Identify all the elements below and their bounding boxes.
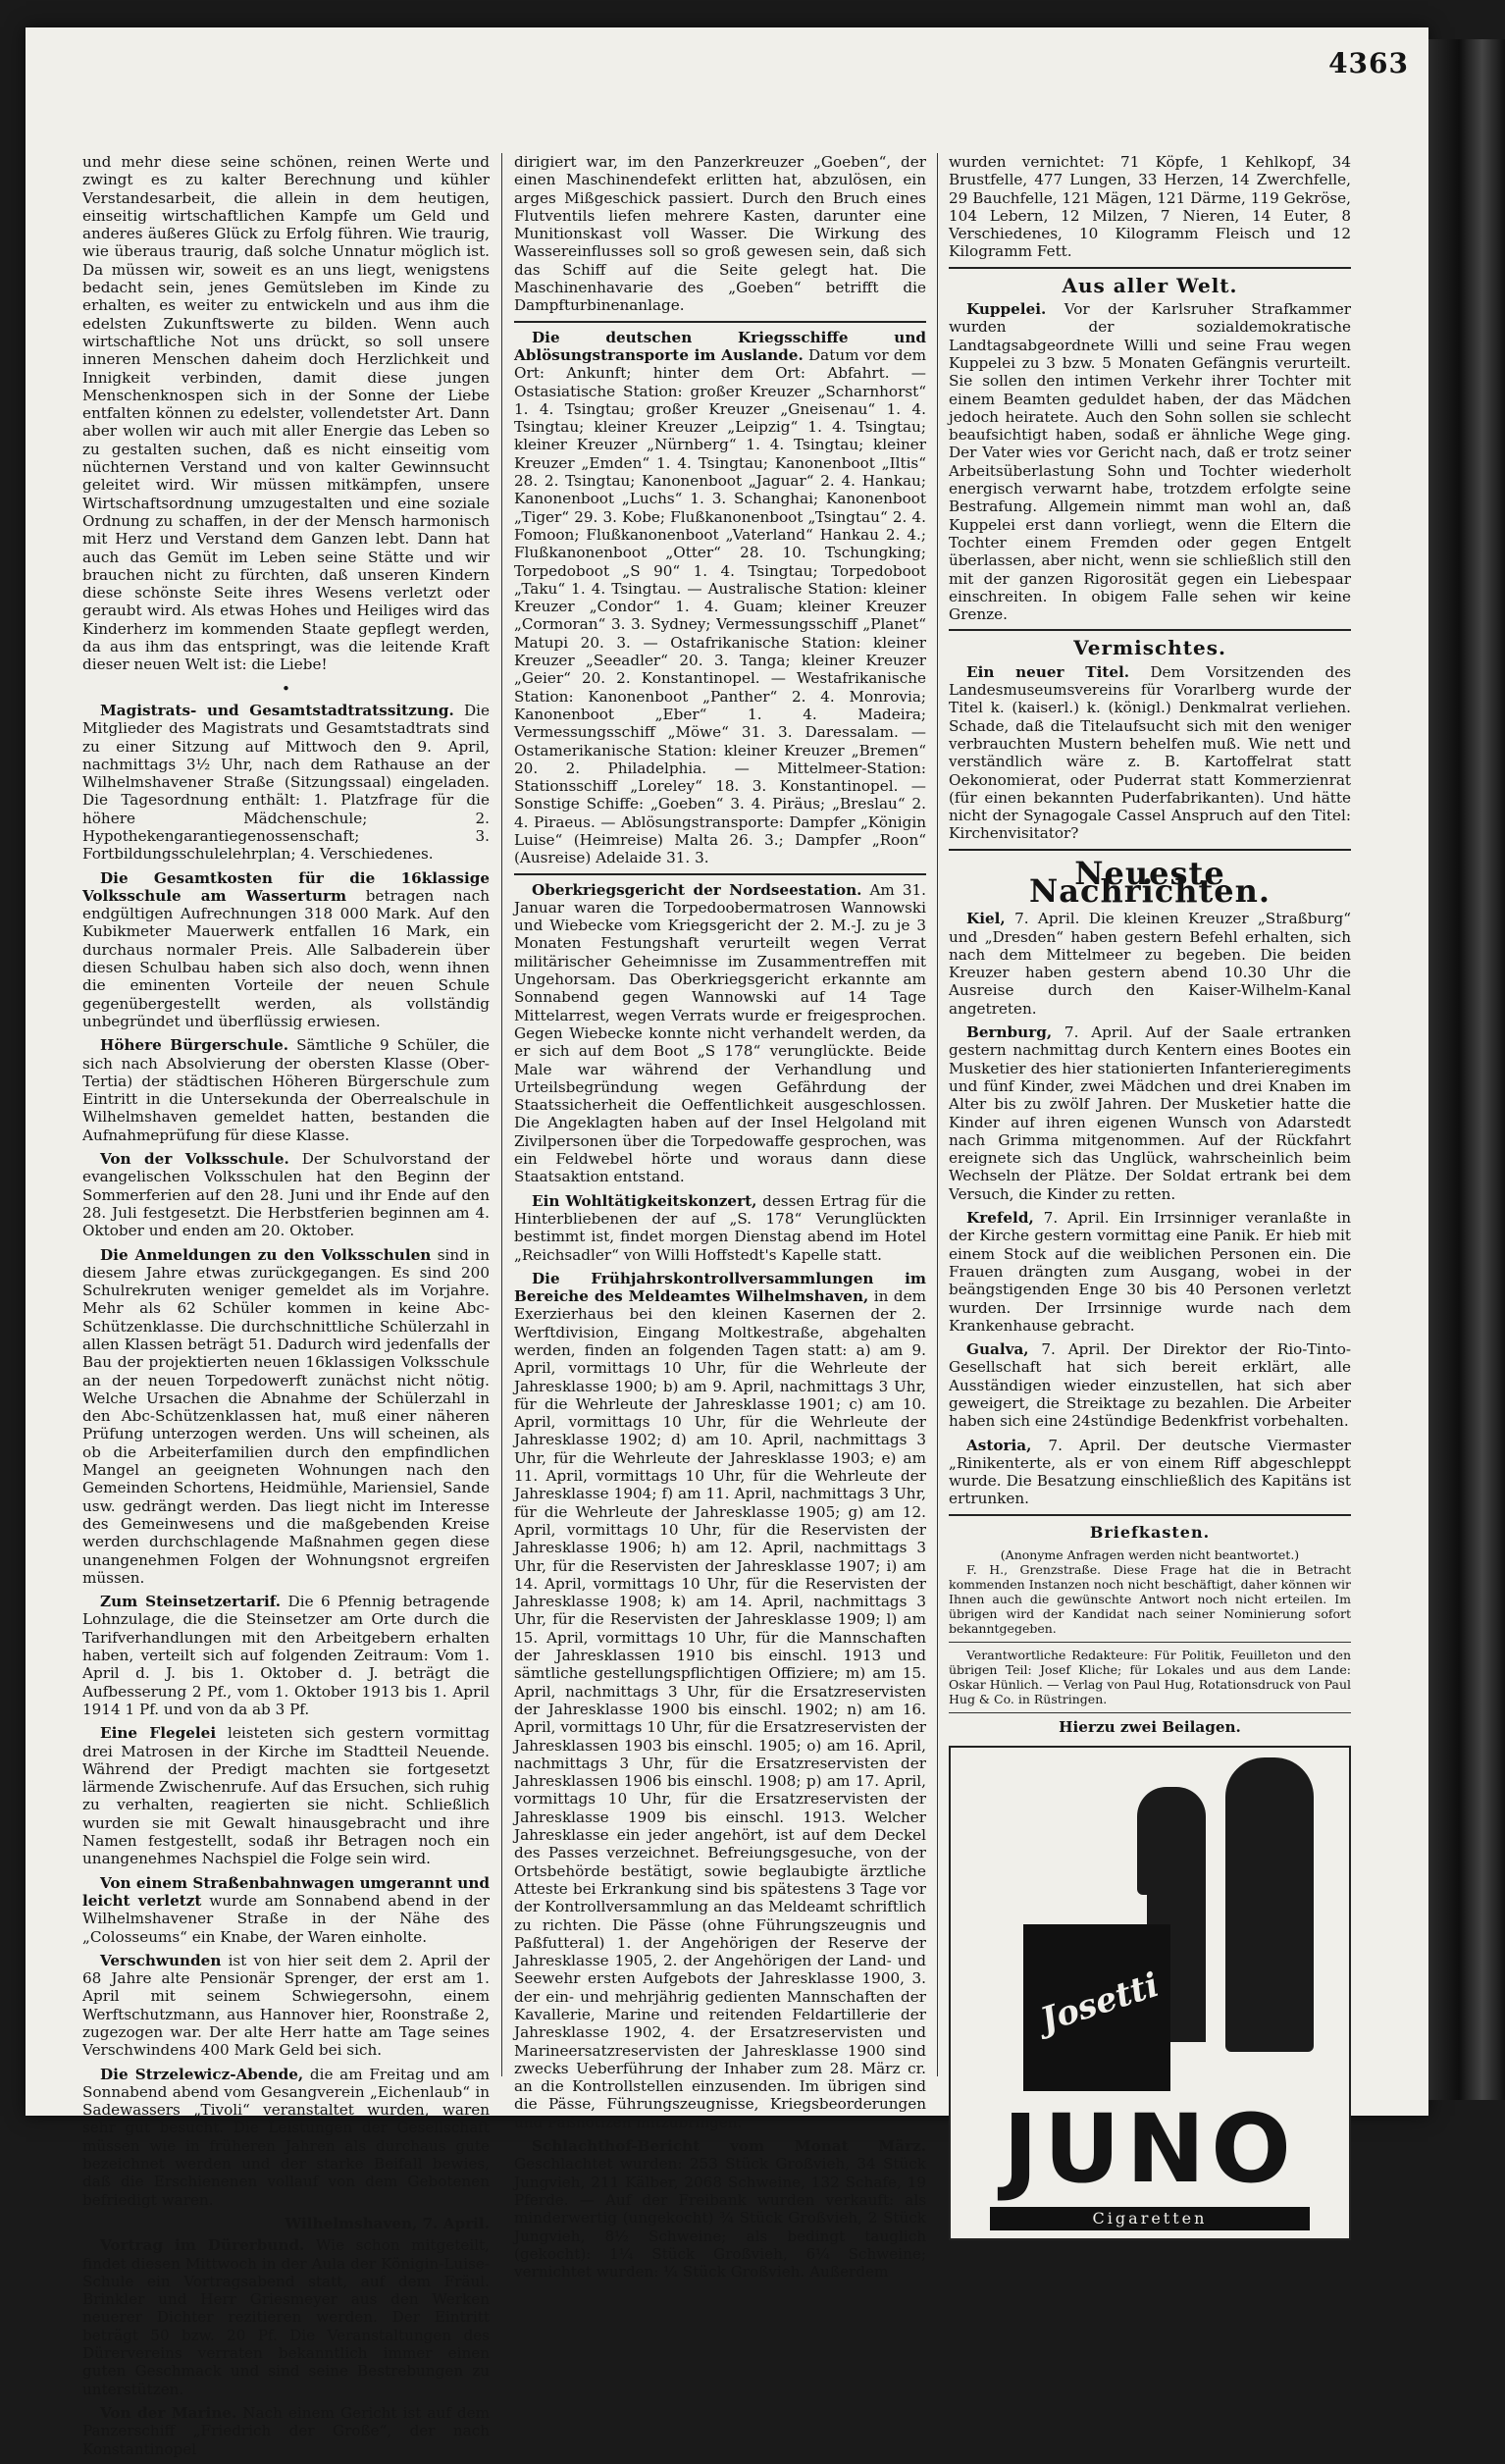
column-2: [514, 153, 926, 2286]
news-place: Krefeld,: [966, 1209, 1034, 1228]
ad-subtitle: Cigaretten: [990, 2207, 1310, 2230]
juno-advertisement: [949, 1746, 1351, 2240]
figure-illustration: [1137, 1787, 1206, 1895]
article: [82, 2404, 490, 2458]
article-title: Von der Volksschule.: [100, 1150, 289, 1169]
divider: [949, 1514, 1351, 1516]
divider: [949, 267, 1351, 269]
divider: [949, 849, 1351, 851]
divider: [949, 1712, 1351, 1713]
article-text: Am 31. Januar waren die Torpedoobermatrosen Wannowski und Wiebecke vom Kriegsgericht der 2. M.-J. zu je 3 Monaten Festungshaft verurteilt wegen Verrat militärischer Geheimnisse im Zusammentreffen mit Ungehorsam. Das Oberkriegsgericht erkannte am Sonnabend gegen Wannowski auf 14 Tage Mittelarrest, wegen Verrats wurde er freigesprochen. Gegen Wiebecke konnte nicht verhandelt werden, da er sich auf dem Boot „S 178“ verunglückte. Beide Male war während der Verhandlung und Urteilsbegründung wegen Gefährdung der Staatssicherheit die Oeffentlichkeit ausgeschlossen. Die Angeklagten haben auf der Insel Helgoland mit Zivilpersonen über die Torpedowaffe gesprochen, was ein Feldwebel hörte und woraus dann diese Staatsaktion entstand.: [514, 880, 926, 1186]
brief-note: (Anonyme Anfragen werden nicht beantwortet.): [1000, 1547, 1300, 1563]
article-text: Dem Vorsitzenden des Landesmuseumsvereins für Vorarlberg wurde der Titel k. (kaiserl.) k. (königl.) Denkmalrat verliehen. Schade, daß die Titelaufsucht sich mit den weniger verbrauchten Mustern behelfen muß. Wie nett und verständlich wäre z. B. Kartoffelrat statt Oekonomierat, oder Puderrat statt Kommerzienrat (für einen bekannten Puderfabrikanten). Und hätte nicht der Synagogale Cassel Anspruch auf den Titel: Kirchenvisitator?: [949, 662, 1351, 843]
divider: [514, 873, 926, 875]
news-place: Astoria,: [966, 1436, 1032, 1454]
article: [82, 2236, 490, 2398]
news-item: [949, 1023, 1351, 1203]
article-title: Die Gesamtkosten für die 16klassige Volksschule am Wasserturm: [82, 868, 490, 905]
news-place: Gualva,: [966, 1340, 1029, 1359]
article: [82, 1150, 490, 1239]
article-text: Geschlachtet wurden: 253 Stück Großvieh, 34 Stück Jungvieh, 211 Kälber, 2068 Schweine, 132 Schafe, 19 Pferde. — Auf der Freibank wurden verkauft: als minderwertig (ungekocht) ¾ Stück Großvieh, 2 Stück Jungvieh, 8½ Schweine; als bedingt tauglich (gekocht): 1¼ Stück Großvieh, 6¼ Schweine; vernichtet wurden: ¼ Stück Großvieh. Außerdem: [514, 2155, 926, 2281]
article-title: Eine Flegelei: [100, 1724, 217, 1743]
article: [82, 1246, 490, 1588]
article-title: Ein neuer Titel.: [966, 662, 1130, 681]
col2-intro: dirigiert war, im den Panzerkreuzer „Goeben“, der einen Maschinendefekt erlitten hat, abzulösen, ein arges Mißgeschick passiert. Durch den Bruch eines Flutventils liefen mehrere Kasten, darunter eine Munitionskast voll Wasser. Die Wirkung des Wassereinflusses soll so groß gewesen sein, daß sich das Schiff auf die Seite gelegt hat. Die Maschinenhavarie des „Goeben“ betrifft die Dampfturbinenanlage.: [514, 153, 926, 315]
article: [514, 881, 926, 1186]
article-title: Magistrats- und Gesamtstadtratssitzung.: [100, 701, 454, 719]
article-title: Verschwunden: [100, 1951, 222, 1969]
section-heading: Vermischtes.: [1073, 636, 1226, 660]
news-text: Die kleinen Kreuzer „Straßburg“ und „Dresden“ haben gestern Befehl erhalten, sich nach dem Mittelmeer zu begeben. Die beiden Kreuzer haben gestern abend 10.30 Uhr die Ausreise durch den Kaiser-Wilhelm-Kanal angetreten.: [949, 910, 1352, 1018]
article-title: Höhere Bürgerschule.: [100, 1036, 289, 1055]
article-title: Vortrag im Dürerbund.: [100, 2236, 305, 2255]
article: [949, 300, 1351, 623]
section-heading: Aus aller Welt.: [1062, 273, 1238, 297]
article: [949, 663, 1351, 843]
column-rule: [937, 153, 938, 2076]
news-date: 7. April.: [1064, 1023, 1133, 1042]
news-date: 7. April.: [1014, 910, 1080, 928]
newspaper-page: [26, 27, 1428, 2458]
col1-intro: und mehr diese seine schönen, reinen Werte und zwingt es zu kalter Berechnung und kühler Verstandesarbeit, die allein in dem heutigen, einseitig wirtschaftlichen Kampfe um Geld und anderes äußeres Glück zu Erfolg führen. Wie traurig, wie überaus traurig, daß solche Unnatur möglich ist. Da müssen wir, soweit es an uns liegt, wenigstens bedacht sein, jenes Gemütsleben im Kinde zu erhalten, es weiter zu entwickeln und aus ihm die edelsten Zukunftswerte zu bilden. Wenn auch wirtschaftliche Not uns drückt, so soll unsere inneren Menschen daheim doch Herzlichkeit und Innigkeit verbinden, damit diese jungen Menschenknospen sich in der Sonne der Liebe entfalten können zu edelster, vollendetster Art. Dann aber wollen wir auch mit aller Energie das Leben so zu gestalten suchen, daß es nicht einseitig vom nüchternen Verstand und von kalter Gewinnsucht geleitet wird. Wir müssen mitkämpfen, unsere Wirtschaftsordnung umzugestalten und eine soziale Ordnung zu schaffen, in der der Mensch harmonisch mit Herz und Verstand dem Ganzen lebt. Dann hat auch das Gemüt im Leben seine Stätte und wir brauchen nicht zu fürchten, daß unseren Kindern diese schönste Seite ihres Wesens verletzt oder geraubt wird. Als etwas Hohes und Heiliges wird das Kinderherz im kommenden Staate gepflegt werden, da aus ihm das entspringt, was die leitende Kraft dieser neuen Welt ist: die Liebe!: [82, 153, 490, 674]
divider: [949, 1642, 1351, 1643]
beilagen-note: Hierzu zwei Beilagen.: [1059, 1718, 1241, 1737]
news-text: Ein Irrsinniger veranlaßte in der Kirche gestern vormittag eine Panik. Er hieb mit einem Stock auf die weiblichen Personen ein. Die Frauen drängten zum Ausgang, wobei in der beängstigenden Enge 30 bis 40 Personen verletzt wurden. Der Irrsinnige wurde nach dem Krankenhause gebracht.: [949, 1209, 1351, 1335]
article: [82, 1952, 490, 2060]
imprint: Verantwortliche Redakteure: Für Politik, Feuilleton und den übrigen Teil: Josef Kliche; für Lokales und aus dem Lande: Oskar Hünlich. — Verlag von Paul Hug, Rotationsdruck von Paul Hug & Co. in Rüstringen.: [949, 1648, 1351, 1707]
column-1: [82, 153, 490, 2464]
divider: [949, 629, 1351, 631]
news-text: Auf der Saale ertranken gestern nachmittag durch Kentern eines Bootes ein Musketier des hier stationierten Infanterieregiments und fünf Kinder, zwei Mädchen und drei Knaben im Alter bis zu zwölf Jahren. Der Musketier hatte die Kinder auf ihren eigenen Wunsch von Adarstedt nach Grimma mitgenommen. Auf der Rückfahrt ereignete sich das Unglück, wahrscheinlich beim Wechseln der Plätze. Der Soldat ertrank bei dem Versuch, die Kinder zu retten.: [949, 1023, 1352, 1203]
article-text: sind in diesem Jahre etwas zurückgegangen. Es sind 200 Schulrekruten weniger gemeldet als im Vorjahre. Mehr als 62 Schüler kommen in keine Abc-Schützenklasse. Die durchschnittliche Schülerzahl in allen Klassen beträgt 51. Dadurch wird jedenfalls der Bau der projektierten neuen 16klassigen Volksschule an der neuen Torpedowerft zunächst nicht nötig. Welche Ursachen die Abnahme der Schülerzahl in den Abc-Schützenklassen hat, muß einer näheren Prüfung unterzogen werden. Uns will scheinen, als ob die Arbeiterfamilien durch den empfindlichen Mangel an geeigneten Wohnungen nach den Gemeinden Schortens, Heidmühle, Mariensiel, Sande usw. gedrängt werden. Das liegt nicht im Interesse des Gemeinwesens und die maßgebenden Kreise werden durchschlagende Maßnahmen gegen diese unangenehmen Folgen der Wohnungsnot ergreifen müssen.: [82, 1245, 490, 1587]
article-title: Die Strzelewicz-Abende,: [100, 2065, 304, 2083]
page-number: 4363: [1328, 47, 1409, 79]
news-item: [949, 1209, 1351, 1335]
article-text: Datum vor dem Ort: Ankunft; hinter dem Ort: Abfahrt. — Ostasiatische Station: großer Kreuzer „Scharnhorst“ 1. 4. Tsingtau; großer Kreuzer „Gneisenau“ 1. 4. Tsingtau; kleiner Kreuzer „Leipzig“ 1. 4. Tsingtau; kleiner Kreuzer „Nürnberg“ 1. 4. Tsingtau; kleiner Kreuzer „Emden“ 1. 4. Tsingtau; Kanonenboot „Iltis“ 28. 2. Tsingtau; Kanonenboot „Jaguar“ 2. 4. Hankau; Kanonenboot „Luchs“ 1. 3. Schanghai; Kanonenboot „Tiger“ 29. 3. Kobe; Flußkanonenboot „Tsingtau“ 2. 4. Fomoon; Flußkanonenboot „Vaterland“ Hankau 2. 4.; Flußkanonenboot „Otter“ 28. 10. Tschungking; Torpedoboot „S 90“ 1. 4. Tsingtau; Torpedoboot „Taku“ 1. 4. Tsingtau. — Australische Station: kleiner Kreuzer „Condor“ 1. 4. Guam; kleiner Kreuzer „Cormoran“ 3. 3. Sydney; Vermessungsschiff „Planet“ Matupi 20. 3. — Ostafrikanische Station: kleiner Kreuzer „Seeadler“ 20. 3. Tanga; kleiner Kreuzer „Geier“ 20. 2. Konstantinopel. — Westafrikanische Station: Kanonenboot „Panther“ 2. 4. Monrovia; Kanonenboot „Eber“ 1. 4. Madeira; Vermessungsschiff „Möwe“ 31. 3. Daressalam. — Ostamerikanische Station: kleiner Kreuzer „Bremen“ 20. 2. Philadelphia. — Mittelmeer-Station: Stationsschiff „Loreley“ 18. 3. Konstantinopel. — Sonstige Schiffe: „Goeben“ 3. 4. Piräus; „Breslau“ 2. 4. Piraeus. — Ablösungstransporte: Dampfer „Königin Luise“ (Heimreise) Malta 26. 3.; Dampfer „Roon“ (Ausreise) Adelaide 31. 3.: [514, 345, 927, 867]
article-title: Die deutschen Kriegsschiffe und Ablösungstransporte im Auslande.: [514, 328, 926, 364]
news-item: [949, 1340, 1351, 1430]
column-3: [949, 153, 1351, 2240]
news-text: Der Direktor der Rio-Tinto-Gesellschaft hat sich bereit erklärt, alle Ausständigen wieder einzustellen, hat sich aber geweigert, die Streiktage zu bezahlen. Die Arbeiter haben sich eine 24stündige Bedenkfrist vorbehalten.: [949, 1340, 1351, 1431]
news-date: 7. April.: [1048, 1436, 1121, 1454]
news-place: Kiel,: [966, 910, 1006, 928]
news-date: 7. April.: [1041, 1340, 1111, 1359]
article-text: wurde am Sonnabend abend in der Wilhelmshavener Straße in der Nähe des „Colosseums“ ein Knabe, der Waren einholte.: [82, 1891, 491, 1946]
article-title: Von einem Straßenbahnwagen umgerannt und leicht verletzt: [82, 1873, 490, 1910]
section-heading: Briefkasten.: [1089, 1522, 1211, 1542]
article-text: in dem Exerzierhaus bei den kleinen Kasernen der 2. Werftdivision, Eingang Moltkestraße, abgehalten werden, finden an folgenden Tagen statt: a) am 9. April, vormittags 10 Uhr, für die Wehrleute der Jahresklasse 1900; b) am 9. April, nachmittags 3 Uhr, für die Wehrleute der Jahresklasse 1901; c) am 10. April, vormittags 10 Uhr, für die Wehrleute der Jahresklasse 1902; d) am 10. April, nachmittags 3 Uhr, für die Wehrleute der Jahresklasse 1903; e) am 11. April, vormittags 10 Uhr, für die Wehrleute der Jahresklasse 1904; f) am 11. April, nachmittags 3 Uhr, für die Wehrleute der Jahresklasse 1905; g) am 12. April, vormittags 10 Uhr, für die Reservisten der Jahresklasse 1906; h) am 12. April, nachmittags 3 Uhr, für die Reservisten der Jahresklasse 1907; i) am 14. April, vormittags 10 Uhr, für die Reservisten der Jahresklasse 1908; k) am 14. April, nachmittags 3 Uhr, für die Reservisten der Jahresklasse 1909; l) am 15. April, vormittags 10 Uhr, für die Mannschaften der Jahresklassen 1910 bis einschl. 1913 und sämtliche gestellungspflichtigen Offiziere; m) am 15. April, nachmittags 3 Uhr, für die Ersatzreservisten der Jahresklasse 1900 bis einschl. 1902; n) am 16. April, vormittags 10 Uhr, für die Ersatzreservisten der Jahresklassen 1903 bis einschl. 1905; o) am 16. April, nachmittags 3 Uhr, für die Ersatzreservisten der Jahresklassen 1906 bis einschl. 1908; p) am 17. April, vormittags 10 Uhr, für die Ersatzreservisten der Jahresklasse 1909 bis einschl. 1913. Welcher Jahresklasse ein jeder angehört, ist auf dem Deckel des Passes verzeichnet. Befreiungsgesuche, von der Ortsbehörde bestätigt, sowie beglaubigte ärztliche Atteste bei Erkrankung sind bis spätestens 3 Tage vor der Kontrollversammlung an das Meldeamt schriftlich zu richten. Die Pässe (ohne Führungszeugnis und Paßfutteral) 1. der Angehörigen der Reserve der Jahresklasse 1905, 2. der Angehörigen der Land- und Seewehr ersten Aufgebots der Jahresklasse 1900, 3. der ein- und mehrjährig gedienten Mannschaften der Kavallerie, Marine und reitenden Feldartillerie der Jahresklasse 1902, 4. der Ersatzreservisten und Marineersatzreservisten der Jahresklasse 1900 sind zwecks Ueberführung der Inhaber zum 28. März cr. an die Kontrollstellen einzusenden. Im übrigen sind die Pässe, Führungszeugnisse, Kriegsbeorderungen und Paßnotizen mitzubringen.: [514, 1287, 927, 2131]
article-text: Vor der Karlsruher Strafkammer wurden der sozialdemokratische Landtagsabgeordnete Willi und seine Frau wegen Kuppelei zu 3 bzw. 5 Monaten Gefängnis verurteilt. Sie sollen den intimen Verkehr ihrer Tochter mit einem Beamten geduldet haben, der das Mädchen jedoch heiratete. Auch den Sohn sollen sie schlecht beaufsichtigt haben, sodaß er ähnliche Wege ging. Der Vater wies vor Gericht nach, daß er trotz seiner Arbeitsüberlastung Sohn und Tochter wiederholt energisch verwarnt habe, trotzdem erfolgte seine Bestrafung. Allgemein nimmt man wohl an, daß Kuppelei erst dann vorliegt, wenn die Eltern die Tochter einem Fremden oder gegen Entgelt überlassen, aber nicht, wenn sie schließlich still den mit der ganzen Rigorosität gegen ein Liebespaar einschreiten. In obigem Falle sehen wir keine Grenze.: [949, 300, 1351, 624]
article: [82, 869, 490, 1031]
news-item: [949, 1437, 1351, 1508]
article-text: Sämtliche 9 Schüler, die sich nach Absolvierung der obersten Klasse (Ober-Tertia) der städtischen Höheren Bürgerschule zum Eintritt in die Untersekunda der Oberrealschule in Wilhelmshaven gemeldet hatten, bestanden die Aufnahmeprüfung für diese Klasse.: [82, 1036, 490, 1144]
article-title: Oberkriegsgericht der Nordseestation.: [532, 880, 862, 899]
article: [514, 2137, 926, 2281]
article-title: Zum Steinsetzertarif.: [100, 1593, 282, 1611]
article-text: Der Schulvorstand der evangelischen Volksschulen hat den Beginn der Sommerferien auf den 28. Juni und ihr Ende auf den 28. Juli festgesetzt. Die Herbstferien beginnen am 4. Oktober und enden am 20. Oktober.: [82, 1150, 490, 1240]
article-text: dessen Ertrag für die Hinterbliebenen der auf „S. 178“ Verunglückten bestimmt ist, findet morgen Dienstag abend im Hotel „Reichsadler“ von Willi Hoffstedt's Kapelle statt.: [514, 1191, 926, 1264]
article-text: Die 6 Pfennig betragende Lohnzulage, die die Steinsetzer am Orte durch die Tarifverhandlungen mit den Arbeitgebern erhalten haben, verteilt sich auf folgenden Zeitraum: Vom 1. April d. J. bis 1. Oktober d. J. beträgt die Aufbesserung 2 Pf., vom 1. Oktober 1913 bis 1. April 1914 1 Pf. und von da ab 3 Pf.: [82, 1593, 491, 1718]
section-heading-large: Neueste Nachrichten.: [1028, 854, 1271, 910]
ad-script-text: Josetti: [1035, 1966, 1165, 2041]
column-rule: [501, 153, 502, 2076]
article-title: Die Anmeldungen zu den Volksschulen: [100, 1245, 432, 1264]
dateline: Wilhelmshaven, 7. April.: [285, 2214, 490, 2232]
article: [82, 1874, 490, 1946]
article-title: Schlachthof-Bericht vom Monat März.: [532, 2137, 926, 2156]
article-title: Kuppelei.: [966, 300, 1047, 319]
article-text: leisteten sich gestern vormittag drei Matrosen in der Kirche im Stadtteil Neuende. Während der Predigt machten sie fortgesetzt lärmende Zwischenrufe. Auf das Ersuchen, sich ruhig zu verhalten, reagierten sie nicht. Schließlich wurden sie mit Gewalt hinausgebracht und ihre Namen festgestellt, sodaß ihr Betragen noch ein unangenehmes Nachspiel die Folge sein wird.: [82, 1724, 491, 1868]
article-title: Von der Marine.: [100, 2403, 237, 2422]
article: [82, 1724, 490, 1867]
article-title: Die Frühjahrskontrollversammlungen im Bereiche des Meldeamtes Wilhelmshaven,: [514, 1269, 926, 1306]
col3-intro: wurden vernichtet: 71 Köpfe, 1 Kehlkopf, 34 Brustfelle, 477 Lungen, 33 Herzen, 14 Zwerchfelle, 29 Bauchfelle, 121 Mägen, 121 Därme, 119 Gekröse, 104 Lebern, 12 Milzen, 7 Nieren, 14 Euter, 8 Verschiedenes, 10 Kilogramm Fleisch und 12 Kilogramm Fett.: [949, 153, 1351, 261]
article-text: Nach einem Gericht ist auf dem Panzerschiff „Friedrich der Große“, der nach Konstantinopel: [82, 2403, 490, 2458]
article-text: Wie schon mitgeteilt, findet diesen Mittwoch in der Aula der Königin-Luise-Schule ein Vortragsabend statt, auf dem Fräul. Brinkler und Herr Griesmeyer aus den Werken neuerer Dichter rezitieren werden. Der Eintritt beträgt 50 bzw. 20 Pf. Die Veranstaltungen des Dürervereins verraten bekanntlich immer einen guten Geschmack und sind seine Bestrebungen zu unterstützen.: [82, 2236, 490, 2398]
article-text: Die Mitglieder des Magistrats und Gesamtstadtrats sind zu einer Sitzung auf Mittwoch den 9. April, nachmittags 3½ Uhr, nach dem Rathause an der Wilhelmshavener Straße (Sitzungssaal) eingeladen. Die Tagesordnung enthält: 1. Platzfrage für die höhere Mädchenschule; 2. Hypothekengarantiegenossenschaft; 3. Fortbildungsschulelehrplan; 4. Verschiedenes.: [82, 701, 490, 864]
article-text: die am Freitag und am Sonnabend abend vom Gesangverein „Eichenlaub“ in Sadewassers „Tivoli“ veranstaltet wurden, waren sehr gut besucht. Die Leistungen der Gesellschaft müssen wie in früheren Jahren als durchaus gute bezeichnet werden und der starke Beifall bewies, daß die Erschienenen vollauf von dem Gebotenen befriedigt waren.: [82, 2065, 490, 2209]
ad-brand: JUNO: [1003, 2094, 1297, 2205]
news-place: Bernburg,: [966, 1023, 1053, 1042]
article: [82, 1036, 490, 1144]
article: [82, 2066, 490, 2209]
article: [514, 1270, 926, 2131]
article-text: ist von hier seit dem 2. April der 68 Jahre alte Pensionär Sprenger, der erst am 1. April mit seinem Schwiegersohn, einem Werftschutzmann, aus Hannover hier, Roonstraße 2, zugezogen war. Der alte Herr hatte am Tage seines Verschwindens 400 Mark Geld bei sich.: [82, 1951, 490, 2060]
article: [82, 1593, 490, 1718]
article: [514, 1192, 926, 1264]
article: [82, 702, 490, 864]
news-text: Der deutsche Viermaster „Rinikenterte, als er von einem Riff abgeschleppt wurde. Die Besatzung einschließlich des Kapitäns ist ertrunken.: [949, 1436, 1352, 1508]
figure-illustration: [1225, 1757, 1314, 2052]
news-date: 7. April.: [1043, 1209, 1110, 1228]
divider: [514, 321, 926, 323]
article-text: betragen nach endgültigen Aufrechnungen 318 000 Mark. Auf den Kubikmeter Mauerwerk entfallen 16 Mark, ein durchaus normaler Preis. Alle Salbaderein über diesen Schulbau haben sich also doch, wenn ihnen die eminenten Vorteile der neuen Schule gegenübergestellt werden, als vollständig unbegründet und überflüssig erwiesen.: [82, 886, 490, 1030]
separator: •: [282, 679, 290, 698]
article-title: Ein Wohltätigkeitskonzert,: [532, 1191, 757, 1210]
ships-article: [514, 329, 926, 867]
brief-text: F. H., Grenzstraße. Diese Frage hat die in Betracht kommenden Instanzen noch nicht beschäftigt, daher können wir Ihnen auch die gewünschte Antwort noch nicht erteilen. Im übrigen wird der Kandidat nach seiner Nominierung sofort bekanntgegeben.: [949, 1562, 1351, 1637]
news-item: [949, 910, 1351, 1018]
book-binding: [1428, 39, 1505, 2100]
